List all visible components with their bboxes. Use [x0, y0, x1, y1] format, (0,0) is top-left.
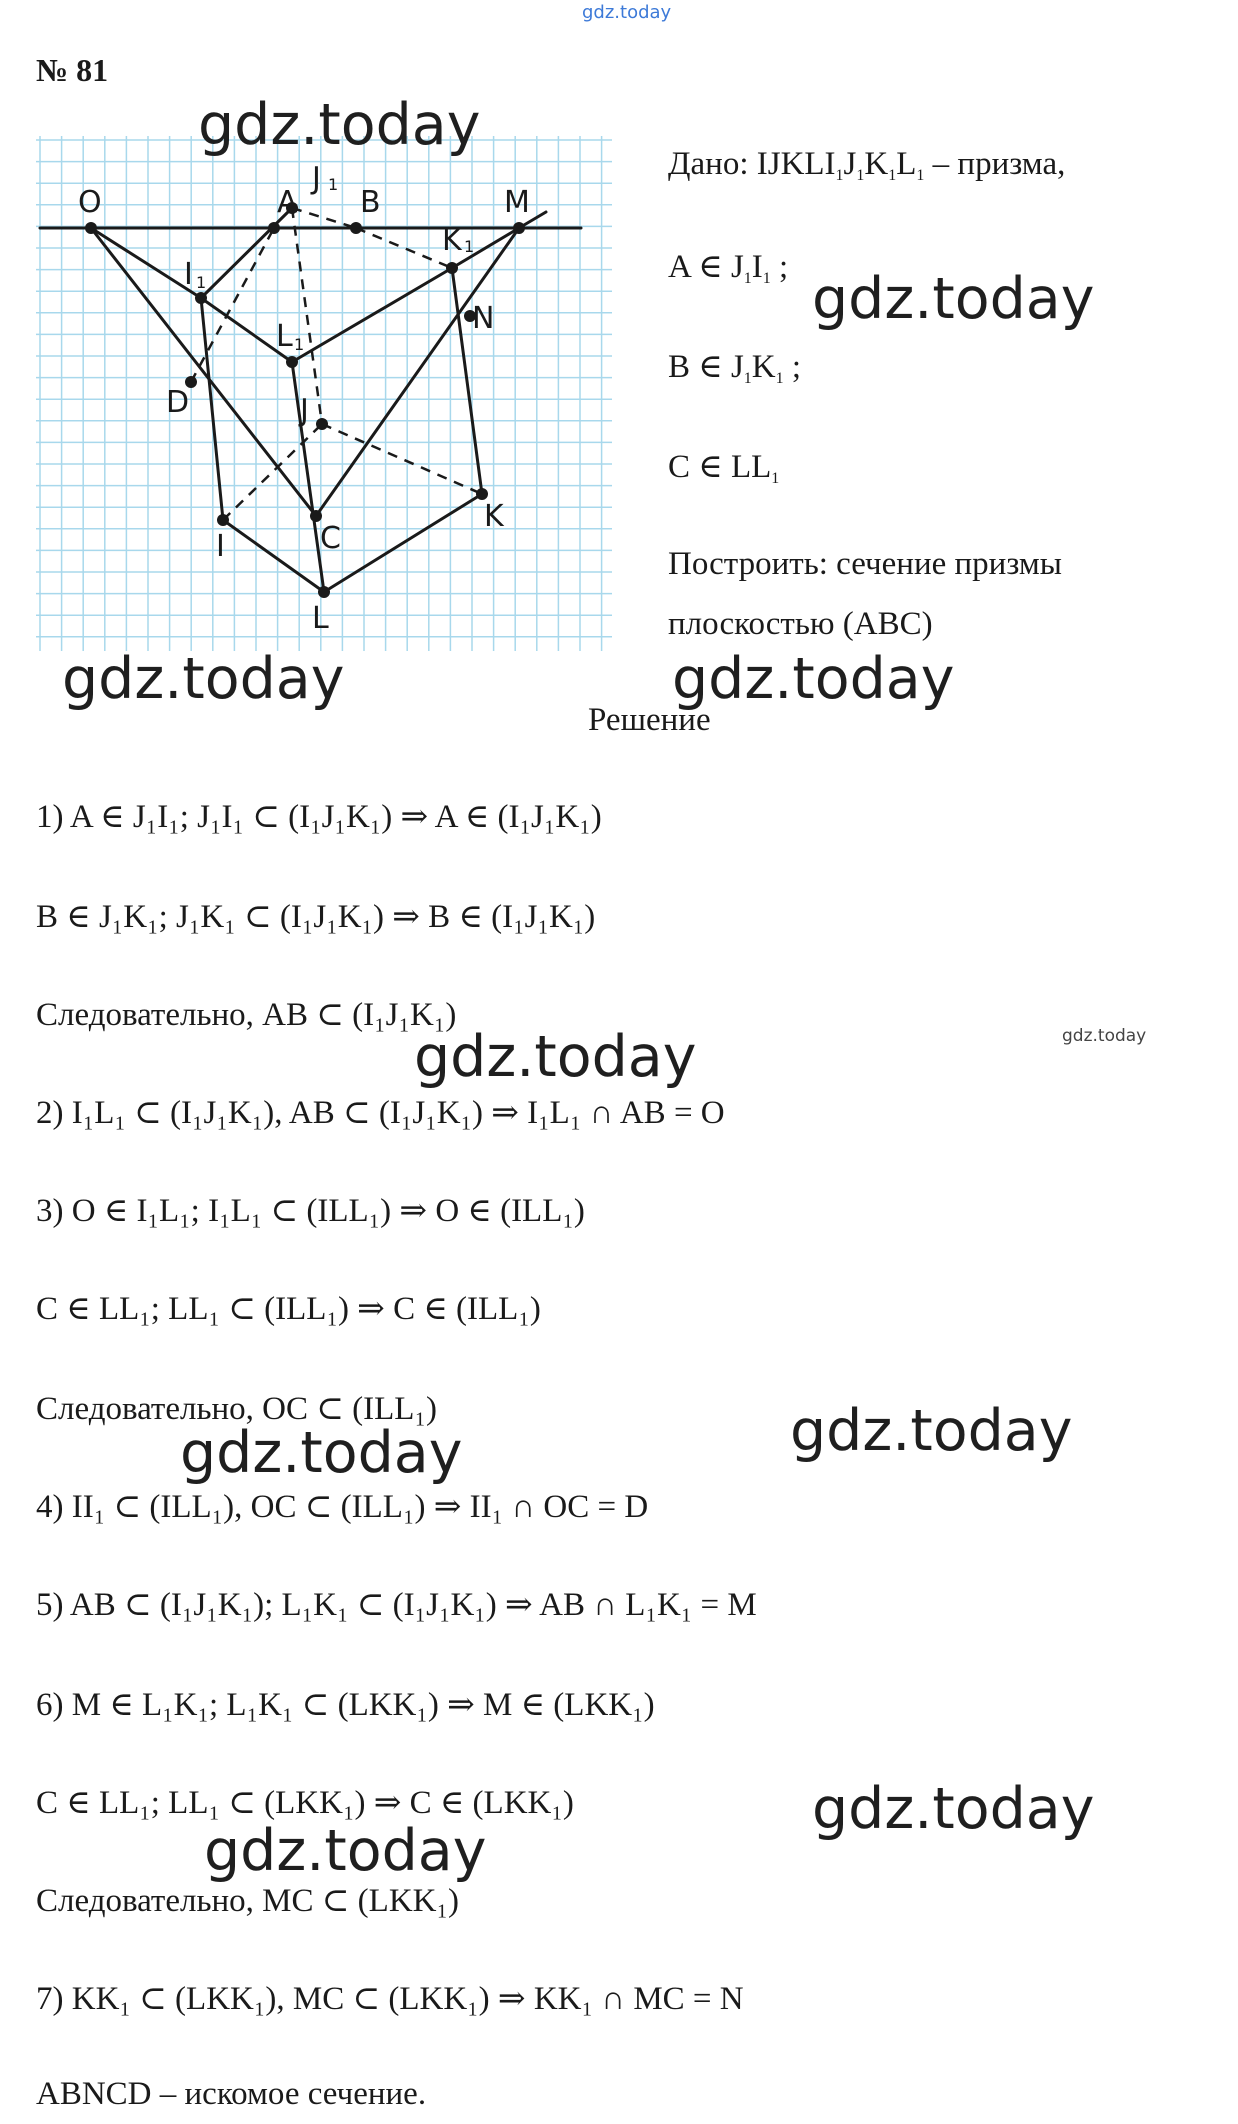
point-l1 [286, 356, 298, 368]
point-i1 [195, 292, 207, 304]
point-o [85, 222, 97, 234]
given-prism: Дано: $IJKLI_1J_1K_1L_1$ – призма, [668, 146, 1066, 184]
step-6c: Следовательно, MC ⊂ (LKK₁) [36, 1883, 459, 1919]
edge-l-k [324, 494, 482, 592]
solution-heading: Решение [588, 702, 711, 738]
step-6b: C ∈ LL₁; LL₁ ⊂ (LKK₁) ⇒ C ∈ (LKK₁) [36, 1785, 574, 1821]
step-1a: 1) A ∈ J₁I₁; J₁I₁ ⊂ (I₁J₁K₁) ⇒ A ∈ (I₁J₁K₁) [36, 799, 602, 835]
step-4: 4) II₁ ⊂ (ILL₁), OC ⊂ (ILL₁) ⇒ II₁ ∩ OC = D [36, 1489, 649, 1525]
step-3b: C ∈ LL₁; LL₁ ⊂ (ILL₁) ⇒ C ∈ (ILL₁) [36, 1291, 541, 1327]
step-6a: 6) M ∈ L₁K₁; L₁K₁ ⊂ (LKK₁) ⇒ M ∈ (LKK₁) [36, 1687, 655, 1723]
label-b: B [360, 185, 381, 220]
watermark: gdz.today [198, 92, 481, 158]
watermark: gdz.today [204, 1818, 487, 1884]
label-l: L [312, 601, 329, 636]
step-3c: Следовательно, OC ⊂ (ILL₁) [36, 1391, 437, 1427]
line-o-c [91, 228, 316, 516]
watermark: gdz.today [62, 646, 345, 712]
edge-j-k [322, 424, 482, 494]
edge-j1-b [292, 208, 356, 228]
watermark: gdz.today [812, 1776, 1095, 1842]
label-o: O [78, 185, 102, 220]
label-l1: L [276, 319, 293, 354]
conclusion: ABNCD – искомое сечение. [36, 2076, 427, 2112]
label-n: N [472, 301, 495, 336]
watermark: gdz.today [790, 1398, 1073, 1464]
dash-d-a [191, 228, 274, 382]
point-m [513, 222, 525, 234]
top-watermark: gdz.today [582, 2, 672, 23]
point-i [217, 514, 229, 526]
sub-l1: 1 [294, 335, 305, 354]
label-j: J [300, 393, 309, 428]
watermark-small: gdz.today [1062, 1026, 1147, 1046]
step-3a: 3) O ∈ I₁L₁; I₁L₁ ⊂ (ILL₁) ⇒ O ∈ (ILL₁) [36, 1193, 585, 1229]
label-k: K [484, 499, 504, 534]
point-a [268, 222, 280, 234]
label-j1: J [312, 161, 321, 196]
point-l [318, 586, 330, 598]
label-a: A [277, 185, 298, 220]
edge-i-l [223, 520, 324, 592]
given-a: A ∈ $J_1I_1$ ; [668, 249, 789, 287]
given-c: C ∈ $LL_1$ [668, 449, 780, 487]
label-k1: K [442, 223, 462, 258]
label-c: C [320, 521, 341, 556]
given-construct-1: Построить: сечение призмы [668, 546, 1062, 582]
given-construct-2: плоскостью (ABC) [668, 606, 933, 642]
edge-l1-k1 [292, 268, 452, 362]
watermark: gdz.today [180, 1420, 463, 1486]
label-m: M [504, 185, 530, 220]
watermark: gdz.today [672, 646, 955, 712]
label-i1: I [184, 257, 193, 292]
watermark: gdz.today [414, 1024, 697, 1090]
point-b [350, 222, 362, 234]
problem-number: № 81 [36, 52, 109, 88]
given-b: B ∈ $J_1K_1$ ; [668, 349, 802, 387]
step-7: 7) KK₁ ⊂ (LKK₁), MC ⊂ (LKK₁) ⇒ KK₁ ∩ MC = N [36, 1981, 744, 2017]
point-k1 [446, 262, 458, 274]
sub-j1: 1 [328, 175, 339, 194]
step-1c: Следовательно, AB ⊂ (I₁J₁K₁) [36, 997, 457, 1033]
point-j [316, 418, 328, 430]
step-1b: B ∈ J₁K₁; J₁K₁ ⊂ (I₁J₁K₁) ⇒ B ∈ (I₁J₁K₁) [36, 899, 596, 935]
prism-diagram [36, 136, 616, 656]
label-d: D [166, 385, 190, 420]
line-c-m [316, 228, 519, 516]
step-2: 2) I₁L₁ ⊂ (I₁J₁K₁), AB ⊂ (I₁J₁K₁) ⇒ I₁L₁ ∩ AB = O [36, 1095, 725, 1131]
label-i: I [216, 529, 225, 564]
step-5: 5) AB ⊂ (I₁J₁K₁); L₁K₁ ⊂ (I₁J₁K₁) ⇒ AB ∩ L₁K₁ = M [36, 1587, 757, 1623]
sub-k1: 1 [464, 237, 475, 256]
watermark: gdz.today [812, 266, 1095, 332]
sub-i1: 1 [196, 273, 207, 292]
